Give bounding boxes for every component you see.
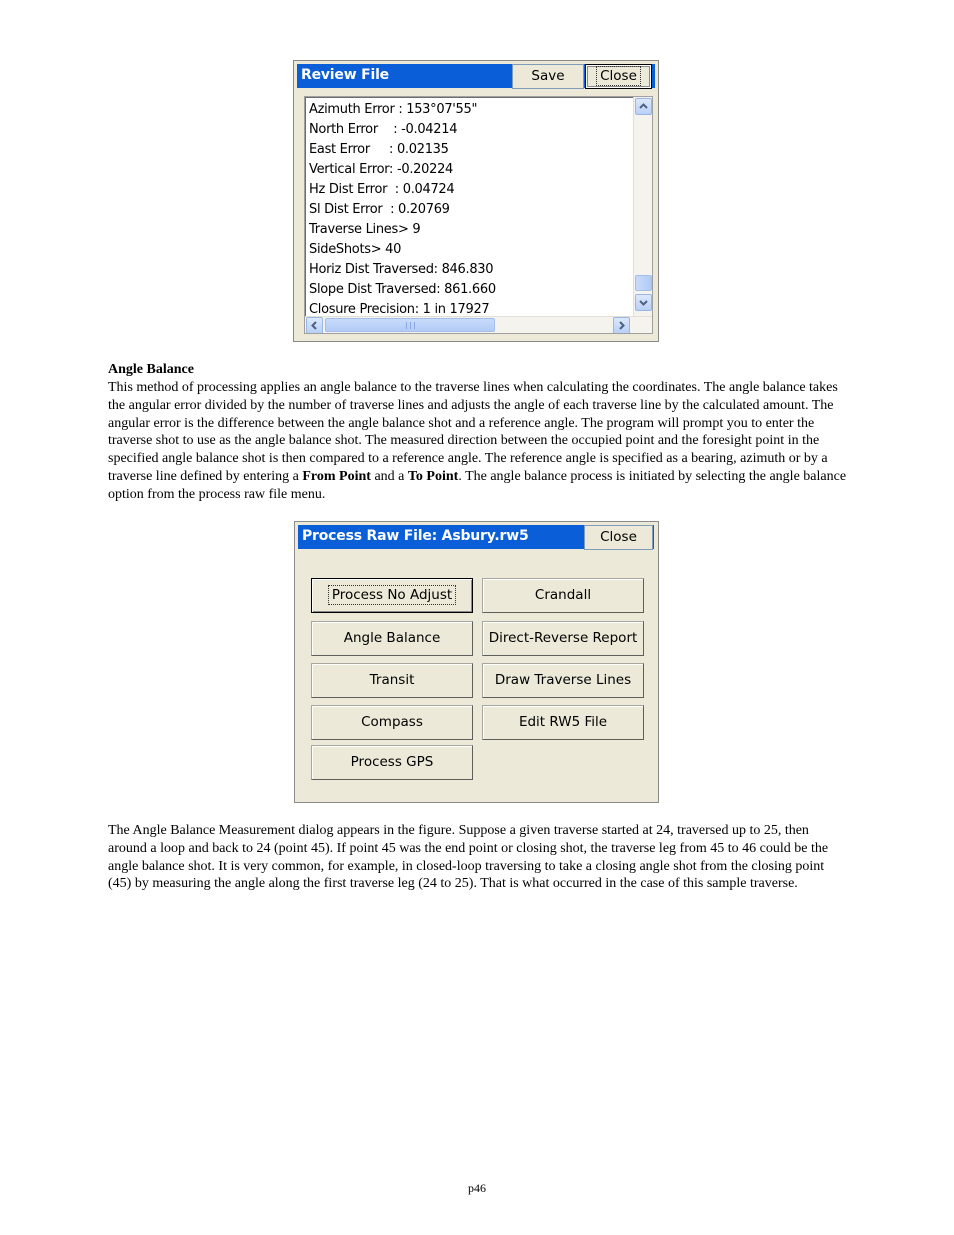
vertical-scrollbar[interactable] — [633, 97, 652, 316]
paragraph-text: . The angle balance process is initiated by selecting the angle balance option from the process raw file menu. — [108, 468, 847, 502]
edit-rw5-file-button[interactable] — [482, 705, 644, 740]
list-item: North Error : -0.04214 — [309, 122, 458, 137]
close-button-label: Close — [600, 68, 637, 84]
process-close-label: Close — [600, 529, 637, 545]
list-item: Vertical Error: -0.20224 — [309, 162, 454, 177]
paragraph-text: and a — [370, 468, 408, 484]
scroll-right-button[interactable] — [613, 317, 630, 334]
button-label: Process GPS — [350, 754, 434, 770]
draw-traverse-lines-button[interactable] — [482, 663, 644, 698]
direct-reverse-report-button[interactable] — [482, 621, 644, 656]
angle-balance-paragraph — [108, 379, 848, 504]
grip-icon — [406, 322, 415, 329]
angle-balance-heading: Angle Balance — [108, 362, 194, 377]
process-no-adjust-button[interactable] — [311, 578, 473, 613]
save-button-label: Save — [531, 68, 565, 84]
review-lines — [309, 100, 631, 316]
process-raw-file-title: Process Raw File: Asbury.rw5 — [302, 528, 529, 544]
crandall-button[interactable] — [482, 578, 644, 613]
scroll-left-button[interactable] — [306, 317, 323, 334]
list-item: Azimuth Error : 153°07'55" — [309, 102, 478, 117]
process-gps-button[interactable] — [311, 745, 473, 780]
measurement-paragraph: The Angle Balance Measurement dialog appears in the figure. Suppose a given traverse started at 24, traversed up to 25, then around a loop and back to 24 (point 45). If point 45 was the end point or closing shot, the traverse leg from 45 to 46 could be the angle balance shot. It is very common, for example, in closed-loop traversing to take a closing angle shot from the closing point (45) by measuring the angle along the first traverse leg (24 to 25). That is what occurred in the case of this sample traverse. — [108, 823, 829, 892]
save-button[interactable] — [512, 64, 584, 89]
transit-button[interactable] — [311, 663, 473, 698]
list-item: Closure Precision: 1 in 17927 — [309, 302, 490, 316]
button-label: Crandall — [534, 587, 592, 603]
button-label: Edit RW5 File — [518, 714, 608, 730]
list-item: Horiz Dist Traversed: 846.830 — [309, 262, 494, 277]
review-file-title: Review File — [301, 67, 389, 83]
scroll-down-button[interactable] — [635, 294, 652, 311]
horizontal-scroll-thumb[interactable] — [325, 318, 495, 332]
to-point-term: To Point — [407, 468, 459, 484]
chevron-left-icon — [310, 321, 319, 330]
list-item: SideShots> 40 — [309, 242, 402, 257]
chevron-up-icon — [639, 102, 648, 111]
page-number: p46 — [468, 1181, 486, 1195]
paragraph-text: This method of processing applies an angle balance to the traverse lines when calculating the coordinates. The angle balance takes the angular error divided by the number of traverse lines and adjusts the angle of each traverse line by the calculated amount. The angular error is the difference between the angle balance shot and a reference angle. The program will prompt you to enter the traverse shot to use as the angle balance shot. The measured direction between the occupied point and the foresight point in the specified angle balance shot is then compared to a reference angle. The reference angle is specified as a bearing, azimuth or by a traverse line defined by entering a — [108, 380, 838, 484]
list-item: Traverse Lines> 9 — [309, 222, 421, 237]
list-item: Slope Dist Traversed: 861.660 — [309, 282, 496, 297]
button-label: Direct-Reverse Report — [488, 630, 638, 646]
chevron-right-icon — [617, 321, 626, 330]
close-button[interactable] — [585, 64, 652, 89]
review-file-dialog — [293, 60, 659, 342]
button-label: Transit — [369, 672, 415, 688]
horizontal-scrollbar[interactable] — [305, 316, 652, 333]
list-item: Hz Dist Error : 0.04724 — [309, 182, 455, 197]
compass-button[interactable] — [311, 705, 473, 740]
scroll-up-button[interactable] — [635, 98, 652, 115]
chevron-down-icon — [639, 298, 648, 307]
button-label: Compass — [361, 714, 423, 730]
vertical-scroll-thumb[interactable] — [635, 275, 652, 291]
from-point-term: From Point — [302, 468, 371, 484]
button-label: Draw Traverse Lines — [494, 672, 632, 688]
button-label: Process No Adjust — [331, 587, 453, 603]
review-results-list[interactable] — [304, 96, 653, 334]
list-item: Sl Dist Error : 0.20769 — [309, 202, 450, 217]
button-label: Angle Balance — [343, 630, 441, 646]
angle-balance-button[interactable] — [311, 621, 473, 656]
process-raw-file-dialog — [294, 521, 659, 803]
process-close-button[interactable] — [584, 525, 653, 550]
list-item: East Error : 0.02135 — [309, 142, 449, 157]
